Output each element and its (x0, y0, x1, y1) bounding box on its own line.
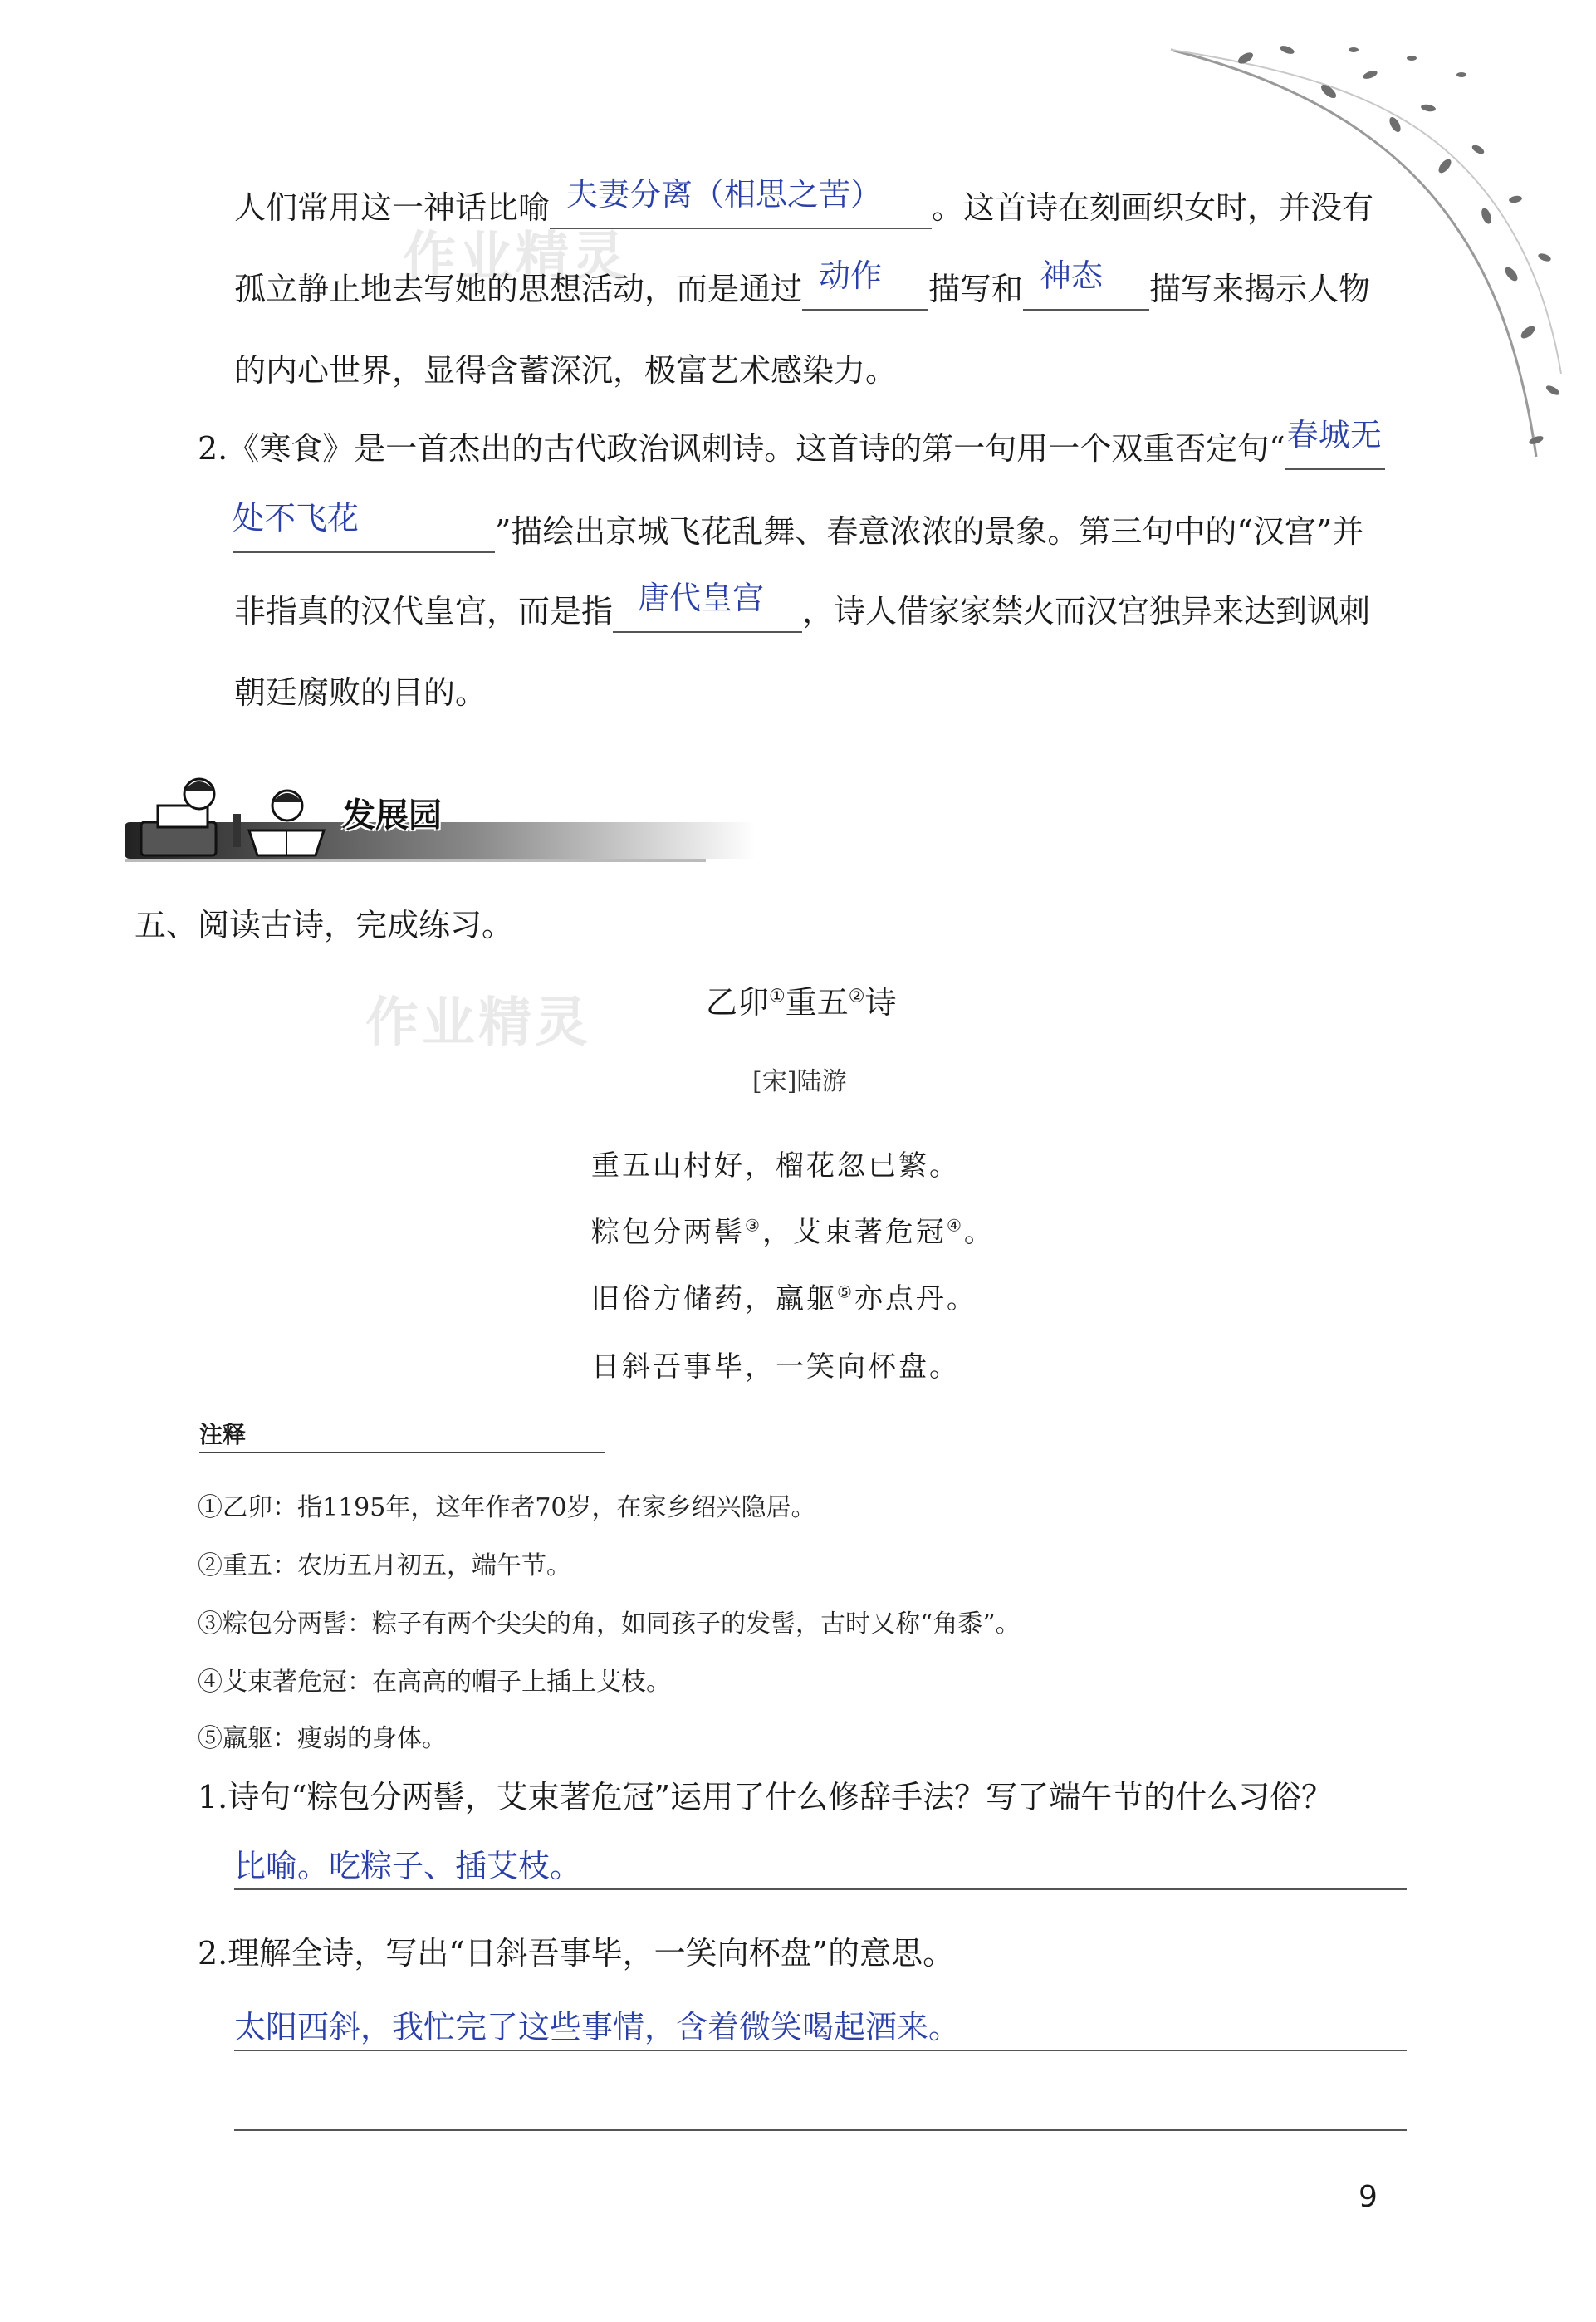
notes-heading: 注释 (199, 1421, 247, 1448)
answer-blank[interactable] (1285, 417, 1385, 470)
handwritten-answer: 神态 (1040, 257, 1104, 294)
handwritten-answer: 比喻。吃粽子、插艾枝。 (234, 1848, 582, 1884)
page-number: 9 (1359, 2180, 1378, 2214)
notes-divider (199, 1452, 605, 1453)
note-item: ①乙卯：指1195年，这年作者70岁，在家乡绍兴隐居。 (198, 1493, 816, 1522)
note-item: ⑤羸躯：瘦弱的身体。 (198, 1724, 447, 1753)
poem-line: 日斜吾事毕，一笑向杯盘。 (591, 1350, 960, 1384)
watermark: 作业精灵 (365, 992, 591, 1054)
question-2-line: 非指真的汉代皇宫，而是指 唐代皇宫 ，诗人借家家禁火而汉宫独异来达到讽刺 (234, 588, 1370, 633)
question-2-line: 2.《寒食》是一首杰出的古代政治讽刺诗。这首诗的第一句用一个双重否定句“ 春城无 (198, 425, 1385, 470)
paragraph-line: 人们常用这一神话比喻 夫妻分离（相思之苦） 。这首诗在刻画织女时，并没有 (234, 184, 1373, 229)
answer-line[interactable] (234, 1839, 1407, 1890)
paragraph-line: 孤立静止地去写她的思想活动，而是通过 动作 描写和 神态 描写来揭示人物 (234, 266, 1370, 311)
answer-blank[interactable] (802, 257, 928, 311)
handwritten-answer: 春城无 (1286, 417, 1382, 453)
handwritten-answer: 太阳西斜，我忙完了这些事情，含着微笑喝起酒来。 (234, 2009, 961, 2045)
handwritten-answer: 动作 (819, 257, 883, 294)
poem-line: 重五山村好，榴花忽已繁。 (591, 1149, 960, 1183)
handwritten-answer: 唐代皇宫 (638, 580, 765, 616)
answer-blank[interactable] (1023, 257, 1149, 311)
banner-title: 发展园 (342, 796, 442, 835)
answer-blank[interactable] (550, 176, 932, 229)
question-1: 1.诗句“粽包分两髻，艾束著危冠”运用了什么修辞手法？写了端午节的什么习俗？ (198, 1779, 1334, 1815)
note-item: ③粽包分两髻：粽子有两个尖尖的角，如同孩子的发髻，古时又称“角黍”。 (198, 1609, 1021, 1639)
poem-line: 粽包分两髻③，艾束著危冠④。 (591, 1215, 995, 1249)
handwritten-answer: 处不飞花 (233, 500, 360, 536)
note-item: ④艾束著危冠：在高高的帽子上插上艾枝。 (198, 1668, 671, 1697)
paragraph-line: 的内心世界，显得含蓄深沉，极富艺术感染力。 (234, 352, 898, 389)
section-heading: 五、阅读古诗，完成练习。 (135, 907, 514, 943)
kids-reading-icon (125, 772, 340, 864)
note-item: ②重五：农历五月初五，端午节。 (198, 1551, 571, 1580)
poem-title: 乙卯①重五②诗 (706, 984, 897, 1021)
answer-line[interactable] (234, 2080, 1407, 2131)
answer-blank[interactable] (233, 500, 495, 553)
poem-author: [宋]陆游 (752, 1067, 847, 1096)
question-2-line: 朝廷腐败的目的。 (234, 674, 487, 711)
poem-line: 旧俗方储药，羸躯⑤亦点丹。 (591, 1281, 977, 1315)
section-banner (125, 772, 756, 880)
question-2: 2.理解全诗，写出“日斜吾事毕，一笑向杯盘”的意思。 (198, 1935, 955, 1972)
question-2-line: 处不飞花 ”描绘出京城飞花乱舞、春意浓浓的景象。第三句中的“汉宫”并 (234, 508, 1363, 553)
answer-blank[interactable] (613, 580, 802, 633)
answer-line[interactable] (234, 1998, 1407, 2051)
handwritten-answer: 夫妻分离（相思之苦） (566, 176, 883, 213)
watermark: 作业精灵 (403, 227, 629, 288)
